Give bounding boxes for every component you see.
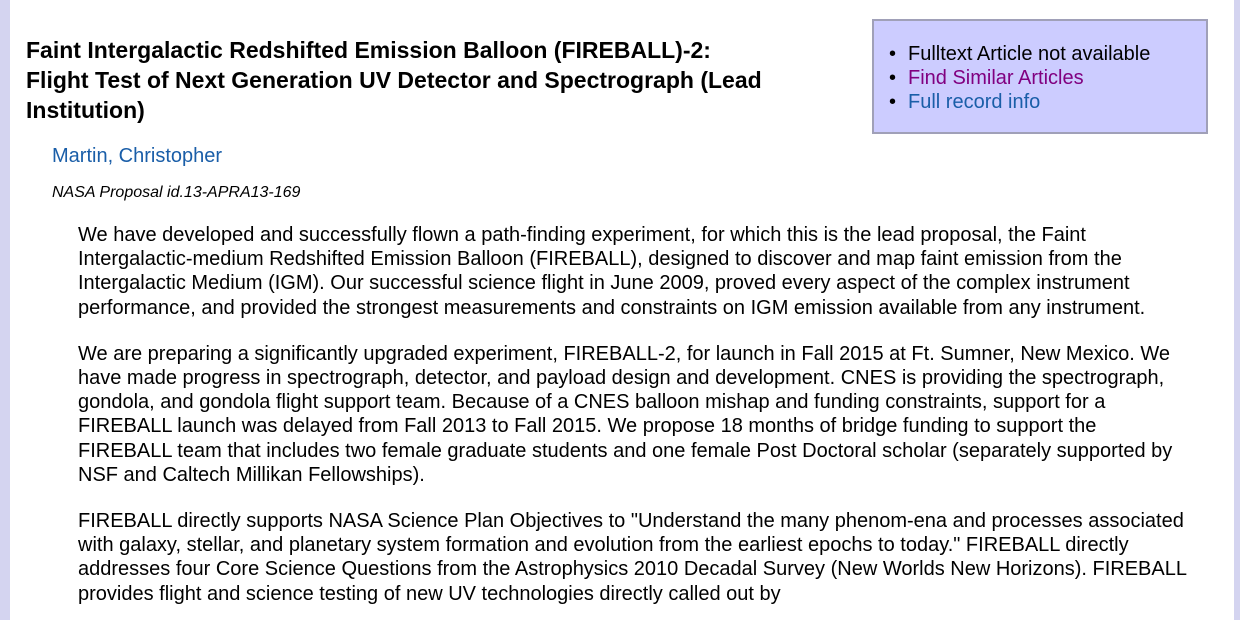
find-similar-item [889, 66, 1150, 90]
author-link[interactable]: Martin, Christopher [52, 145, 223, 167]
bullet-icon: • [889, 91, 897, 113]
abstract-paragraph: FIREBALL directly supports NASA Science Plan Objectives to "Understand the many phenom-ena and processes associated with galaxy, stellar, and planetary system formation and evolution from the earliest epochs to today." FIREBALL directly addresses four Core Science Questions from the Astrophysics 2010 Decadal Survey (New Worlds New Horizons). FIREBALL provides flight and science testing of new UV technologies directly called out by [78, 510, 1187, 605]
full-record-item [889, 90, 1150, 114]
article-title [26, 35, 846, 125]
abstract [78, 223, 1188, 620]
find-similar-articles-link[interactable]: Find Similar Articles [908, 67, 1084, 89]
bullet-icon: • [889, 67, 897, 89]
article-links-box [872, 19, 1208, 134]
article-title-line1: Faint Intergalactic Redshifted Emission Balloon (FIREBALL)-2: [26, 37, 711, 63]
abstract-paragraph: We have developed and successfully flown a path-finding experiment, for which this is the lead proposal, the Faint Intergalactic-medium Redshifted Emission Balloon (FIREBALL), designed to discover and map faint emission from the Intergalactic Medium (IGM). Our successful science flight in June 2009, proved every aspect of the complex instrument performance, and provided the strongest measurements and constraints on IGM emission available from any instrument. [78, 224, 1146, 319]
fulltext-unavailable-label: Fulltext Article not available [908, 43, 1151, 65]
page-content [10, 0, 1234, 620]
fulltext-unavailable-item [889, 42, 1151, 66]
full-record-info-link[interactable]: Full record info [908, 91, 1041, 113]
bullet-icon: • [889, 43, 897, 65]
publication-id: NASA Proposal id.13-APRA13-169 [52, 184, 301, 201]
article-title-line2: Flight Test of Next Generation UV Detector and Spectrograph (Lead Institution) [26, 67, 762, 123]
article-links-list [889, 42, 1151, 114]
abstract-paragraph: We are preparing a significantly upgraded experiment, FIREBALL-2, for launch in Fall 2015 at Ft. Sumner, New Mexico. We have made progress in spectrograph, detector, and payload design and development. CNES is providing the spectrograph, gondola, and gondola flight support team. Because of a CNES balloon mishap and funding constraints, support for a FIREBALL launch was delayed from Fall 2013 to Fall 2015. We propose 18 months of bridge funding to support the FIREBALL team that includes two female graduate students and one female Post Doctoral scholar (separately supported by NSF and Caltech Millikan Fellowships). [78, 342, 1173, 486]
